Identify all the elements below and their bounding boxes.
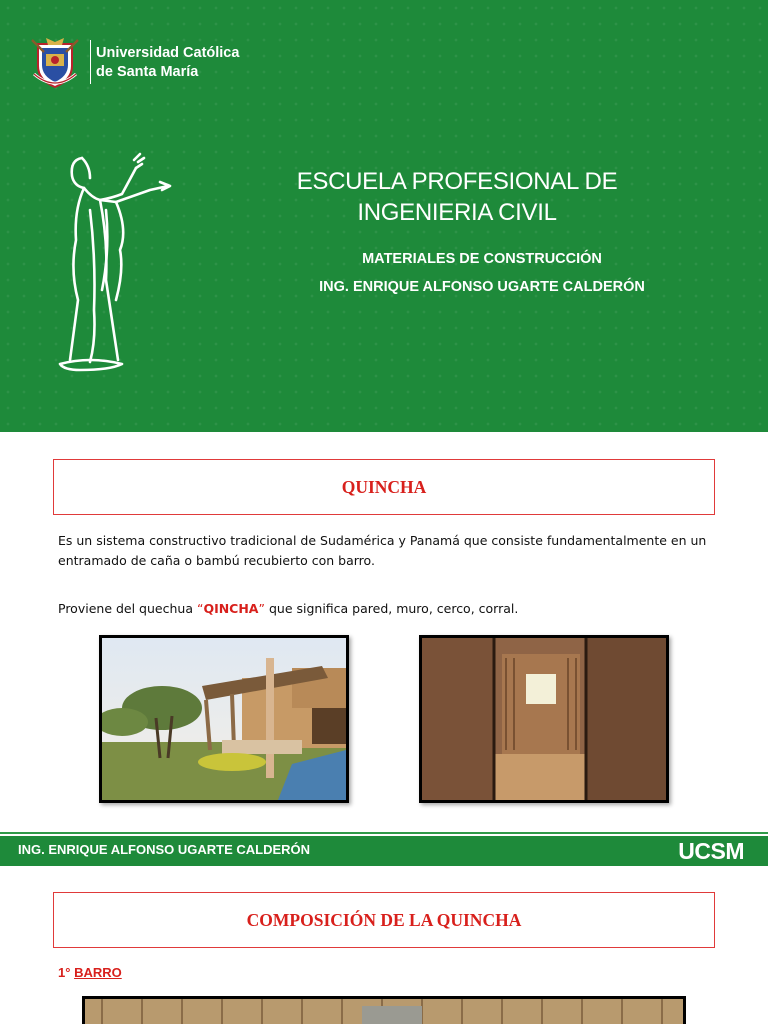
quincha-etymology xyxy=(58,599,718,619)
barro-photo xyxy=(82,996,686,1024)
qincha-word: QINCHA xyxy=(203,601,259,616)
university-logo xyxy=(28,34,248,92)
composition-heading-box xyxy=(53,892,715,948)
cover-title-line2: INGENIERIA CIVIL xyxy=(357,199,557,226)
university-name xyxy=(96,44,239,82)
quote-open: “ xyxy=(196,601,204,616)
quincha-heading: QUINCHA xyxy=(341,476,427,497)
footer-divider xyxy=(0,832,768,834)
etymology-text-before: Proviene del quechua xyxy=(58,601,197,616)
quincha-heading-box xyxy=(53,459,715,515)
quincha-house-photo xyxy=(99,635,349,803)
course-name: MATERIALES DE CONSTRUCCIÓN xyxy=(362,251,602,267)
virgin-figure-icon xyxy=(50,150,178,376)
composition-heading: COMPOSICIÓN DE LA QUINCHA xyxy=(246,909,522,930)
university-name-line1: Universidad Católica xyxy=(96,45,240,61)
professor-name: ING. ENRIQUE ALFONSO UGARTE CALDERÓN xyxy=(319,279,645,295)
cover-slide xyxy=(0,0,768,432)
quote-close: ” xyxy=(258,601,265,616)
etymology-text-after: que significa pared, muro, cerco, corral. xyxy=(264,601,519,616)
slide-footer xyxy=(0,836,768,866)
barro-label xyxy=(58,965,122,980)
university-crest-icon xyxy=(28,34,82,90)
quincha-definition: Es un sistema constructivo tradicional de Sudamérica y Panamá que consiste fundamentalmente en un entramado de caña o bambú recubierto con barro. xyxy=(58,533,707,568)
item-label: BARRO xyxy=(74,965,122,980)
logo-divider xyxy=(90,40,91,84)
quincha-interior-photo xyxy=(419,635,669,803)
footer-brand: UCSM xyxy=(678,838,744,864)
cover-title xyxy=(250,166,664,228)
university-name-line2: de Santa María xyxy=(96,64,199,80)
cover-title-line1: ESCUELA PROFESIONAL DE xyxy=(296,168,618,195)
footer-professor-name: ING. ENRIQUE ALFONSO UGARTE CALDERÓN xyxy=(18,842,311,857)
item-number: 1° xyxy=(58,965,71,980)
